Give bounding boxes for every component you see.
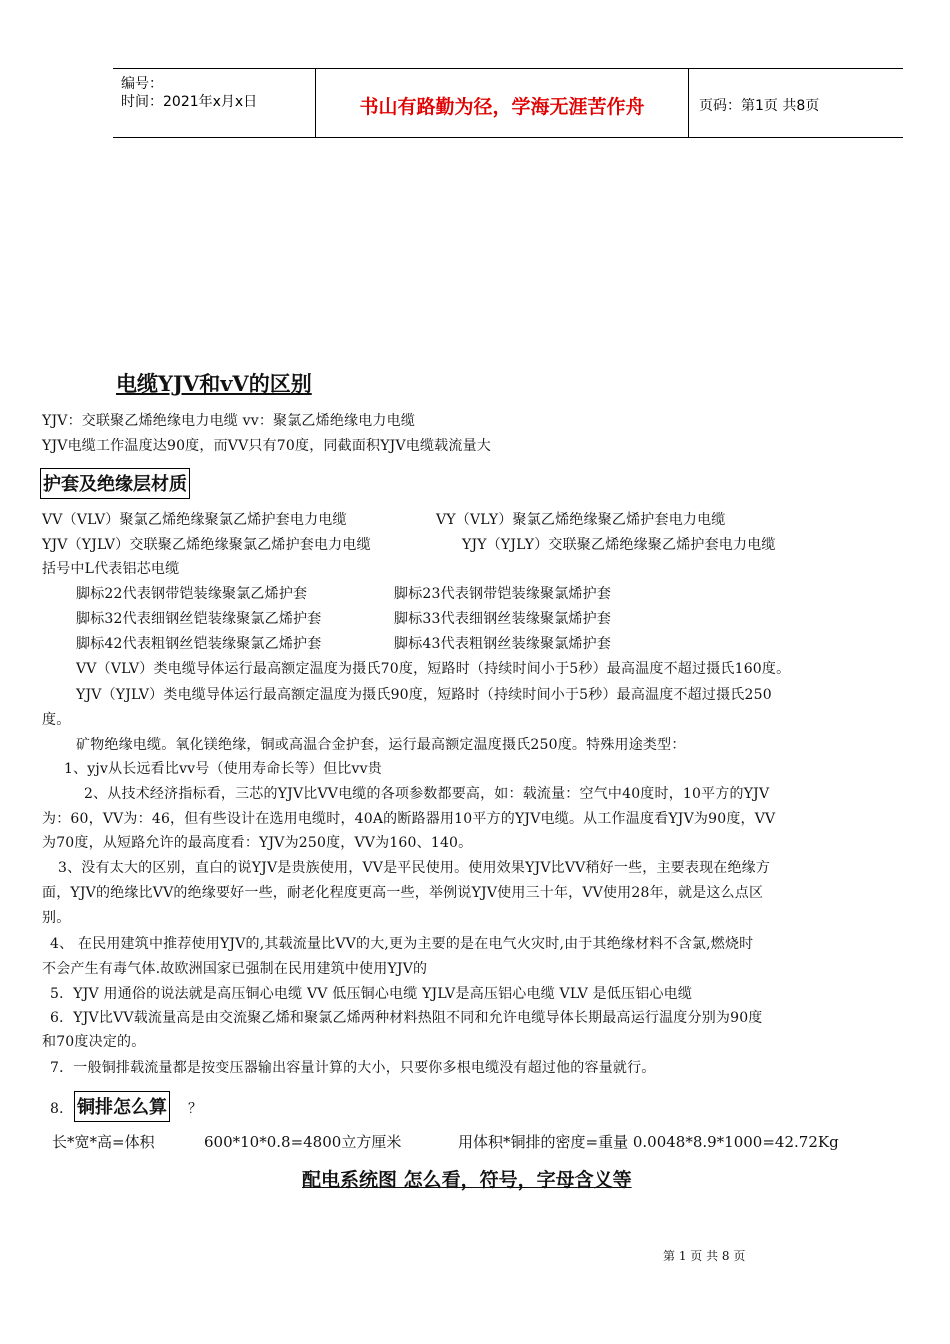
- body-line: 别。: [42, 910, 71, 926]
- page-header: [113, 68, 903, 138]
- body-line: 不会产生有毒气体.故欧洲国家已强制在民用建筑中使用YJV的: [42, 961, 428, 977]
- armor-left-1: 脚标22代表钢带铠装缘聚氯乙烯护套: [76, 586, 308, 602]
- formula-volume: 长*宽*高=体积: [52, 1133, 155, 1151]
- armor-right-2: 脚标33代表细钢丝装缘聚氯烯护套: [394, 611, 612, 627]
- next-section-title: 配电系统图 怎么看，符号，字母含义等: [302, 1169, 632, 1191]
- body-line: 度。: [42, 712, 71, 728]
- armor-right-3: 脚标43代表粗钢丝装缘聚氯烯护套: [394, 636, 612, 652]
- page-info: 页码：第1页 共8页: [699, 98, 820, 114]
- intro-line-2: YJV电缆工作温度达90度，而VV只有70度，同截面积YJV电缆载流量大: [42, 438, 491, 454]
- number-label: 编号：: [121, 76, 163, 92]
- header-meta: [113, 69, 315, 137]
- material-row2-right: YJY（YJLY）交联聚乙烯绝缘聚乙烯护套电力电缆: [462, 537, 776, 553]
- body-line: 为70度，从短路允许的最高度看：YJV为250度，VV为160、140。: [42, 835, 473, 851]
- body-line: 3、没有太大的区别，直白的说YJV是贵族使用，VV是平民使用。使用效果YJV比VV稍好一些，主要表现在绝缘方: [58, 860, 771, 876]
- time-label: 时间：2021年x月x日: [121, 94, 258, 110]
- section-heading-materials: 护套及绝缘层材质: [40, 468, 190, 499]
- q8-heading: 铜排怎么算: [74, 1091, 170, 1122]
- formula-calc: 600*10*0.8=4800立方厘米: [204, 1133, 402, 1151]
- body-line: 6．YJV比VV载流量高是由交流聚乙烯和聚氯乙烯两种材料热阻不同和允许电缆导体长期最高运行温度分别为90度: [50, 1010, 763, 1026]
- body-line: YJV（YJLV）类电缆导体运行最高额定温度为摄氏90度，短路时（持续时间小于5秒）最高温度不超过摄氏250: [76, 687, 772, 703]
- motto: 书山有路勤为径，学海无涯苦作舟: [359, 96, 645, 118]
- armor-left-3: 脚标42代表粗钢丝铠装缘聚氯乙烯护套: [76, 636, 322, 652]
- body-line: 2、从技术经济指标看，三芯的YJV比VV电缆的各项参数都要高，如：载流量：空气中40度时，10平方的YJV: [84, 786, 770, 802]
- body-line: 7．一般铜排载流量都是按变压器输出容量计算的大小，只要你多根电缆没有超过他的容量就行。: [50, 1060, 656, 1076]
- header-motto-cell: [315, 69, 689, 137]
- intro-line-1: YJV：交联聚乙烯绝缘电力电缆 vv：聚氯乙烯绝缘电力电缆: [42, 413, 416, 429]
- body-line: 面，YJV的绝缘比VV的绝缘要好一些，耐老化程度更高一些，举例说YJV使用三十年，VV使用28年，就是这么点区: [42, 885, 764, 901]
- q8-number: 8．: [50, 1101, 74, 1117]
- material-row1-right: VY（VLY）聚氯乙烯绝缘聚乙烯护套电力电缆: [436, 512, 726, 528]
- header-page-cell: [689, 69, 903, 137]
- body-line: 和70度决定的。: [42, 1034, 146, 1050]
- body-line: 1、yjv从长远看比vv号（使用寿命长等）但比vv贵: [64, 761, 382, 777]
- material-row3: 括号中L代表铝芯电缆: [42, 561, 180, 577]
- material-row2-left: YJV（YJLV）交联聚乙烯绝缘聚氯乙烯护套电力电缆: [42, 537, 371, 553]
- body-line: 矿物绝缘电缆。氧化镁绝缘，铜或高温合金护套，运行最高额定温度摄氏250度。特殊用途类型：: [76, 737, 686, 753]
- body-line: VV（VLV）类电缆导体运行最高额定温度为摄氏70度，短路时（持续时间小于5秒）最高温度不超过摄氏160度。: [76, 661, 791, 677]
- body-line: 4、 在民用建筑中推荐使用YJV的,其载流量比VV的大,更为主要的是在电气火灾时,由于其绝缘材料不含氯,燃烧时: [50, 936, 754, 952]
- page-footer: 第 1 页 共 8 页: [663, 1249, 746, 1263]
- armor-right-1: 脚标23代表钢带铠装缘聚氯烯护套: [394, 586, 612, 602]
- document-title: 电缆YJV和vV的区别: [116, 371, 312, 396]
- q8-tail: ？: [188, 1101, 203, 1117]
- body-line: 为：60，VV为：46，但有些设计在选用电缆时，40A的断路器用10平方的YJV电缆。从工作温度看YJV为90度，VV: [42, 811, 776, 827]
- body-line: 5．YJV 用通俗的说法就是高压铜心电缆 VV 低压铜心电缆 YJLV是高压铝心电缆 VLV 是低压铝心电缆: [50, 986, 693, 1002]
- material-row1-left: VV（VLV）聚氯乙烯绝缘聚氯乙烯护套电力电缆: [42, 512, 347, 528]
- armor-left-2: 脚标32代表细钢丝铠装缘聚氯乙烯护套: [76, 611, 322, 627]
- formula-weight: 用体积*铜排的密度=重量 0.0048*8.9*1000=42.72Kg: [458, 1133, 839, 1151]
